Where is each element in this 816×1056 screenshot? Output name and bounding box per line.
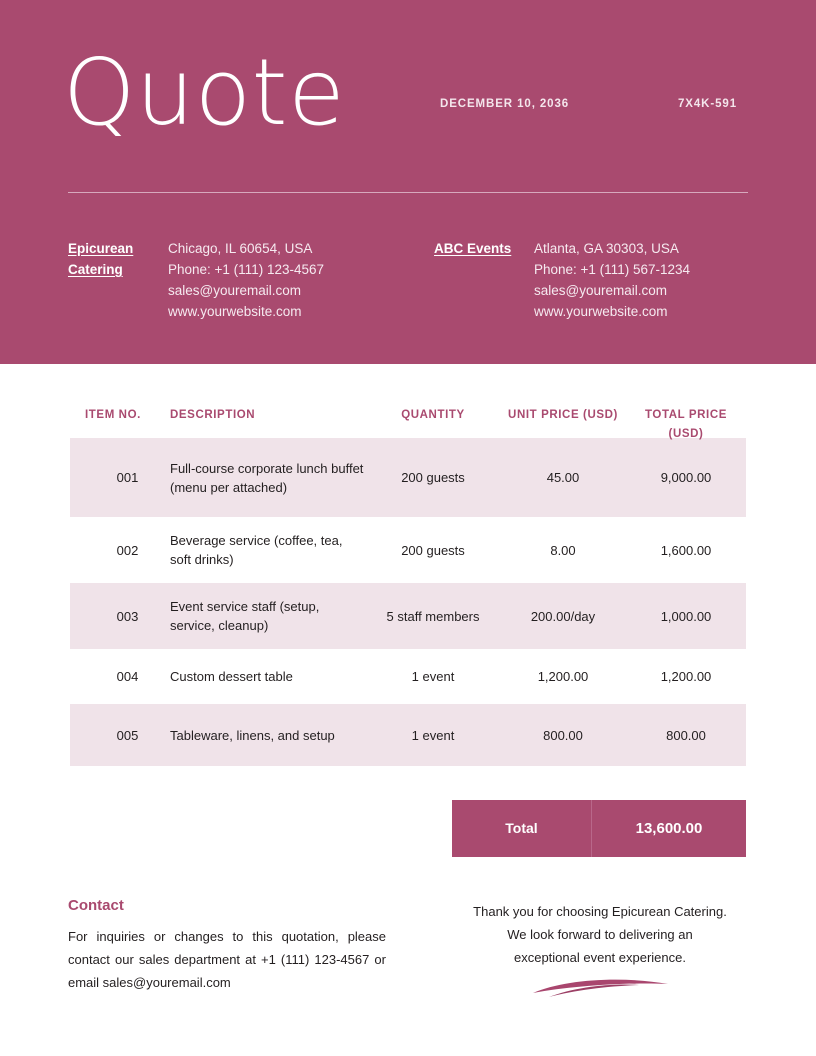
sender-email: sales@youremail.com (168, 283, 301, 298)
cell-description: Beverage service (coffee, tea, soft drinks) (170, 533, 343, 567)
cell-description: Event service staff (setup, service, cleanup) (170, 599, 320, 633)
contact-section (68, 897, 386, 994)
recipient-name: ABC Events (434, 241, 512, 256)
sender-block (68, 238, 324, 322)
thank-you-section (438, 900, 762, 1001)
recipient-email: sales@youremail.com (534, 283, 667, 298)
cell-unit-price: 45.00 (546, 470, 580, 485)
total-label: Total (452, 800, 592, 857)
document-header-band (0, 0, 816, 364)
cell-unit-price: 200.00/day (530, 608, 596, 624)
thank-you-line-1: Thank you for choosing Epicurean Catering. (473, 904, 727, 919)
cell-total-price: 9,000.00 (660, 470, 712, 485)
cell-total-price: 800.00 (666, 727, 706, 743)
cell-total-price: 1,000.00 (660, 608, 712, 624)
cell-quantity: 5 staff members (386, 608, 480, 624)
sender-name: Epicurean Catering (68, 241, 134, 277)
sender-phone: Phone: +1 (111) 123-4567 (168, 262, 324, 277)
recipient-address: Atlanta, GA 30303, USA (534, 241, 679, 256)
cell-unit-price: 1,200.00 (537, 669, 589, 684)
thank-you-line-2: We look forward to delivering an (507, 927, 693, 942)
line-items-table (70, 406, 746, 766)
cell-description: Tableware, linens, and setup (170, 727, 335, 743)
cell-quantity: 1 event (411, 727, 455, 743)
signature-flourish-icon (527, 975, 673, 1001)
table-row (70, 438, 746, 517)
page-title: Quote (63, 39, 346, 146)
cell-item-no: 003 (116, 608, 139, 624)
table-row (70, 704, 746, 766)
cell-total-price: 1,200.00 (660, 669, 712, 684)
cell-unit-price: 800.00 (543, 727, 583, 743)
cell-description: Full-course corporate lunch buffet (menu per attached) (170, 460, 364, 495)
sender-details (168, 238, 324, 322)
column-header-item-no: ITEM NO. (85, 409, 141, 421)
recipient-block (434, 238, 690, 322)
column-header-unit-price: UNIT PRICE (USD) (508, 409, 618, 421)
column-header-quantity: QUANTITY (401, 409, 465, 421)
header-divider (68, 192, 748, 193)
contact-heading: Contact (68, 897, 124, 914)
table-row (70, 583, 746, 649)
cell-item-no: 004 (116, 669, 139, 684)
cell-total-price: 1,600.00 (660, 542, 712, 558)
column-header-total-price: TOTAL PRICE (USD) (645, 409, 727, 440)
cell-unit-price: 8.00 (550, 542, 576, 558)
cell-quantity: 200 guests (401, 470, 465, 485)
cell-item-no: 005 (116, 727, 139, 743)
cell-item-no: 001 (116, 470, 139, 485)
total-amount: 13,600.00 (635, 820, 703, 837)
cell-quantity: 200 guests (401, 542, 465, 558)
table-header-row (70, 406, 746, 438)
recipient-phone: Phone: +1 (111) 567-1234 (534, 262, 690, 277)
thank-you-line-3: exceptional event experience. (513, 950, 686, 965)
recipient-website: www.yourwebsite.com (534, 304, 668, 319)
sender-website: www.yourwebsite.com (168, 304, 302, 319)
sender-address: Chicago, IL 60654, USA (168, 241, 313, 256)
table-row (70, 517, 746, 583)
cell-quantity: 1 event (411, 669, 455, 684)
quote-date: DECEMBER 10, 2036 (440, 98, 570, 110)
cell-description: Custom dessert table (170, 669, 293, 684)
recipient-details (534, 238, 690, 322)
quote-reference-number: 7X4K-591 (678, 98, 737, 110)
table-row (70, 649, 746, 704)
column-header-description: DESCRIPTION (170, 409, 256, 421)
contact-body-text: For inquiries or changes to this quotation, please contact our sales department at +1 (111) 123-4567 or email sales@youremail.com (68, 929, 386, 990)
signature-area (438, 975, 762, 1001)
total-summary-box (452, 800, 746, 857)
cell-item-no: 002 (116, 542, 139, 558)
